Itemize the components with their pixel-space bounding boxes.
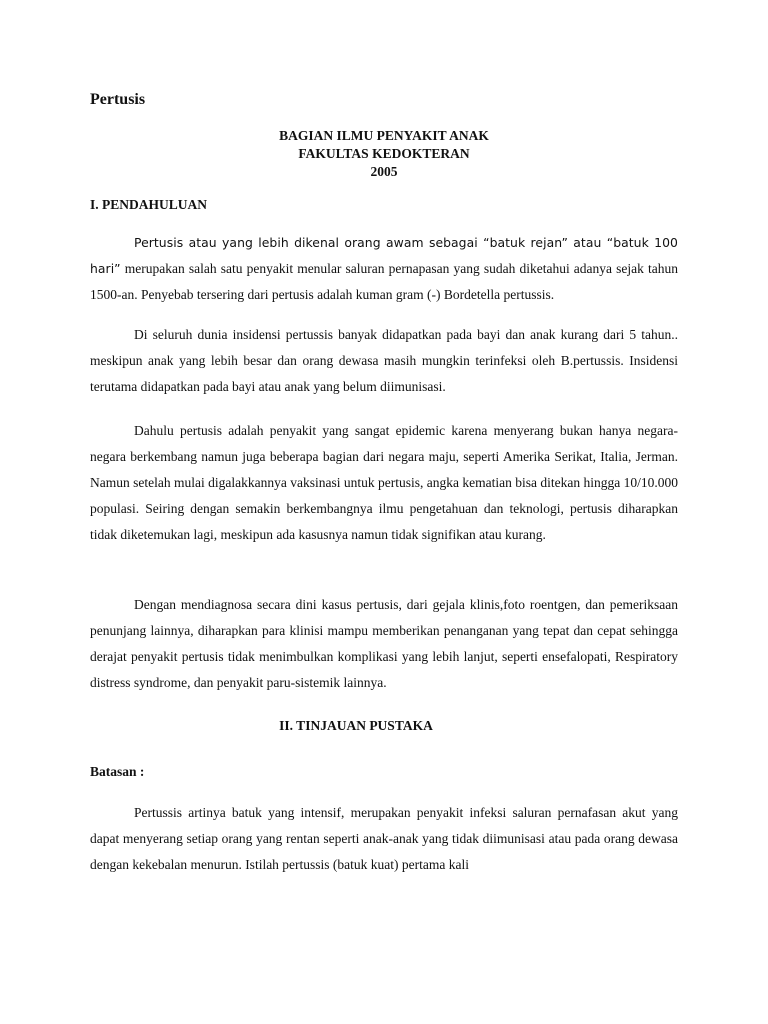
section-heading-pendahuluan: I. PENDAHULUAN xyxy=(90,197,208,212)
paragraph-intro-rest: merupakan salah satu penyakit menular saluran pernapasan yang sudah diketahui adanya sejak tahun 1500-an. Penyebab tersering dari pertusis adalah kuman gram (-) Bordetella pertussis. xyxy=(90,261,678,302)
paragraph-incidence: Di seluruh dunia insidensi pertussis banyak didapatkan pada bayi dan anak kurang dari 5 tahun.. meskipun anak yang lebih besar dan orang dewasa masih mungkin terinfeksi oleh B.pertussis. Insidensi terutama didapatkan pada bayi atau anak yang belum diimunisasi. xyxy=(90,327,678,394)
document-year: 2005 xyxy=(370,164,398,179)
paragraph-diagnosis: Dengan mendiagnosa secara dini kasus pertusis, dari gejala klinis,foto roentgen, dan pemeriksaan penunjang lainnya, diharapkan para klinisi mampu memberikan penanganan yang tepat dan cepat sehingga derajat penyakit pertusis tidak menimbulkan komplikasi yang lebih lanjut, seperti ensefalopati, Respiratory distress syndrome, dan penyakit paru-sistemik lainnya. xyxy=(90,597,678,690)
institution-department: BAGIAN ILMU PENYAKIT ANAK xyxy=(279,128,489,143)
section-heading-tinjauan-pustaka: II. TINJAUAN PUSTAKA xyxy=(279,718,433,733)
paragraph-intro-first-line: Pertusis atau yang lebih dikenal orang awam sebagai “batuk rejan” atau “batuk 100 hari” xyxy=(90,235,678,276)
paragraph-history: Dahulu pertusis adalah penyakit yang sangat epidemic karena menyerang bukan hanya negara-negara berkembang namun juga beberapa bagian dari negara maju, seperti Amerika Serikat, Italia, Jerman. Namun setelah mulai digalakkannya vaksinasi untuk pertusis, angka kematian bisa ditekan hingga 10/10.000 populasi. Seiring dengan semakin berkembangnya ilmu pengetahuan dan teknologi, pertusis diharapkan tidak diketemukan lagi, meskipun ada kasusnya namun tidak signifikan atau kurang. xyxy=(90,423,678,542)
subsection-heading-batasan: Batasan : xyxy=(90,764,145,779)
document-title: Pertusis xyxy=(90,91,146,108)
paragraph-intro xyxy=(90,230,678,308)
paragraph-batasan: Pertussis artinya batuk yang intensif, merupakan penyakit infeksi saluran pernafasan akut yang dapat menyerang setiap orang yang rentan seperti anak-anak yang tidak diimunisasi atau pada orang dewasa dengan kekebalan menurun. Istilah pertussis (batuk kuat) pertama kali xyxy=(90,805,678,872)
institution-faculty: FAKULTAS KEDOKTERAN xyxy=(298,146,470,161)
